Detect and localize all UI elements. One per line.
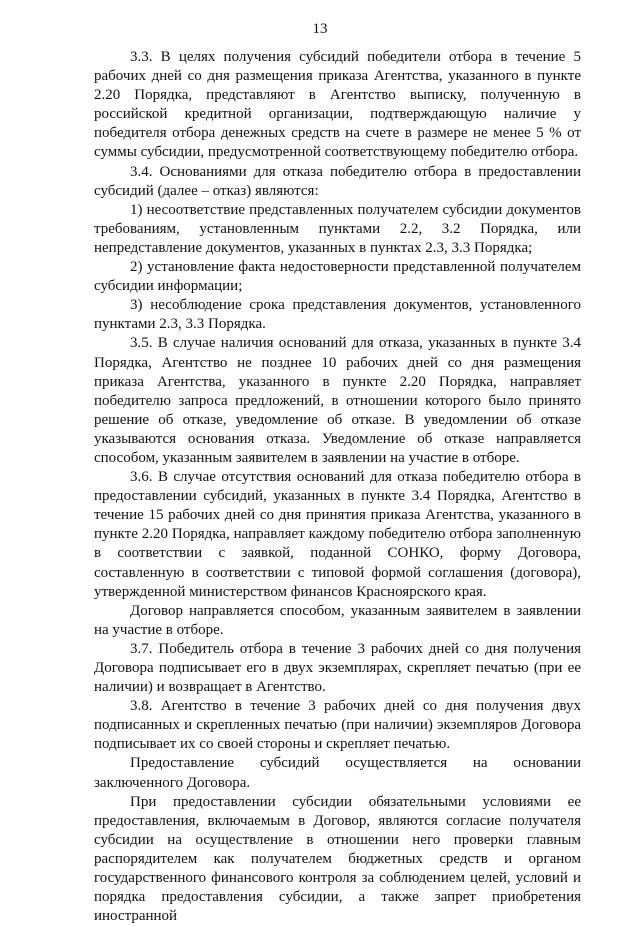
paragraph-subsidy-basis: Предоставление субсидий осуществляется на основании заключенного Договора. (94, 755, 581, 791)
paragraph-3-4-item-2: 2) установление факта недостоверности представленной получателем субсидии информации; (94, 259, 581, 295)
paragraph-3-8: 3.8. Агентство в течение 3 рабочих дней со дня получения двух подписанных и скрепленных печатью (при наличии) экземпляров Договора подписывает их со своей стороны и скрепляет печатью. (94, 698, 581, 753)
paragraph-3-4: 3.4. Основаниями для отказа победителю отбора в предоставлении субсидий (далее – отказ) являются: (94, 163, 581, 199)
paragraph-3-4-item-1: 1) несоответствие представленных получателем субсидии документов требованиям, установленным пунктами 2.2, 3.2 Порядка, или непредставление документов, указанных в пунктах 2.3, 3.3 Порядка; (94, 201, 581, 256)
page-number: 13 (312, 21, 328, 37)
paragraph-3-6-contract: Договор направляется способом, указанным заявителем в заявлении на участие в отборе. (94, 602, 581, 638)
paragraph-3-3: 3.3. В целях получения субсидий победители отбора в течение 5 рабочих дней со дня размещения приказа Агентства, указанного в пункте 2.20 Порядка, представляют в Агентство выписку, полученную в российской кредитной организации, подтверждающую наличие у победителя отбора денежных средств на счете в размере не менее 5 % от суммы субсидии, предусмотренной соответствующему победителю отбора. (94, 49, 581, 161)
paragraph-3-7: 3.7. Победитель отбора в течение 3 рабочих дней со дня получения Договора подписывает его в двух экземплярах, скрепляет печатью (при ее наличии) и возвращает в Агентство. (94, 640, 581, 696)
document-body (94, 48, 581, 926)
paragraph-subsidy-conditions: При предоставлении субсидии обязательными условиями ее предоставления, включаемым в Договор, являются согласие получателя субсидии на осуществление в отношении него проверки главным распорядителем как получателем бюджетных средств и органом государственного финансового контроля за соблюдением целей, условий и порядка предоставления субсидии, а также запрет приобретения иностранной (94, 793, 581, 925)
paragraph-3-4-item-3: 3) несоблюдение срока представления документов, установленного пунктами 2.3, 3.3 Порядка. (94, 297, 581, 333)
paragraph-3-5: 3.5. В случае наличия оснований для отказа, указанных в пункте 3.4 Порядка, Агентство не позднее 10 рабочих дней со дня размещения приказа Агентства, указанного в пункте 2.20 Порядка, направляет победителю запроса предложений, в отношении которого было принято решение об отказе, уведомление об отказе. В уведомлении об отказе указываются основания отказа. Уведомление об отказе направляется способом, указанным заявителем в заявлении на участие в отборе. (94, 335, 581, 466)
paragraph-3-6: 3.6. В случае отсутствия оснований для отказа победителю отбора в предоставлении субсидий, указанных в пункте 3.4 Порядка, Агентство в течение 15 рабочих дней со дня принятия приказа Агентства, указанного в пункте 2.20 Порядка, направляет каждому победителю отбора заполненную в соответствии с заявкой, поданной СОНКО, форму Договора, составленную в соответствии с типовой формой соглашения (договора), утвержденной министерством финансов Красноярского края. (94, 469, 581, 600)
